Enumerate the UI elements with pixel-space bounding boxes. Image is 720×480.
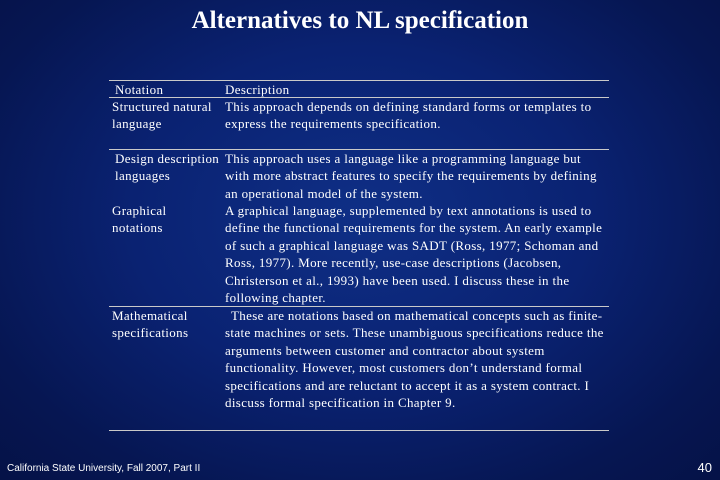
page-number: 40 (697, 460, 712, 475)
row2-notation: Design description languages (115, 151, 220, 184)
row4-notation: Mathematical specifications (112, 308, 189, 341)
header-notation: Notation (115, 82, 164, 97)
row3-notation: Graphical notations (112, 203, 167, 236)
footer-course-label: California State University, Fall 2007, Part II (7, 463, 201, 474)
row4-description: These are notations based on mathematical concepts such as finite-state machines or sets. These unambiguous specifications reduce the arguments between customer and contractor about system functionality. However, most customers don’t understand formal specifications and are reluctant to accept it as a system contract. I discuss formal specification in Chapter 9. (225, 308, 604, 411)
slide-title: Alternatives to NL specification (191, 7, 529, 34)
row3-description: A graphical language, supplemented by text annotations is used to define the functional requirements for the system. An early example of such a graphical language was SADT (Ross, 1977; Schoman and Ross, 1977). More recently, use-case descriptions (Jacobsen, Christerson et al., 1993) have been used. I discuss these in the following chapter. (225, 203, 603, 306)
row2-description: This approach uses a language like a programming language but with more abstract features to specify the requirements by defining an operational model of the system. (225, 151, 597, 201)
table-rule-bottom (109, 430, 609, 431)
row1-notation: Structured natural language (112, 99, 212, 132)
row1-description: This approach depends on defining standard forms or templates to express the requirements specification. (225, 99, 592, 132)
header-description: Description (225, 82, 290, 97)
